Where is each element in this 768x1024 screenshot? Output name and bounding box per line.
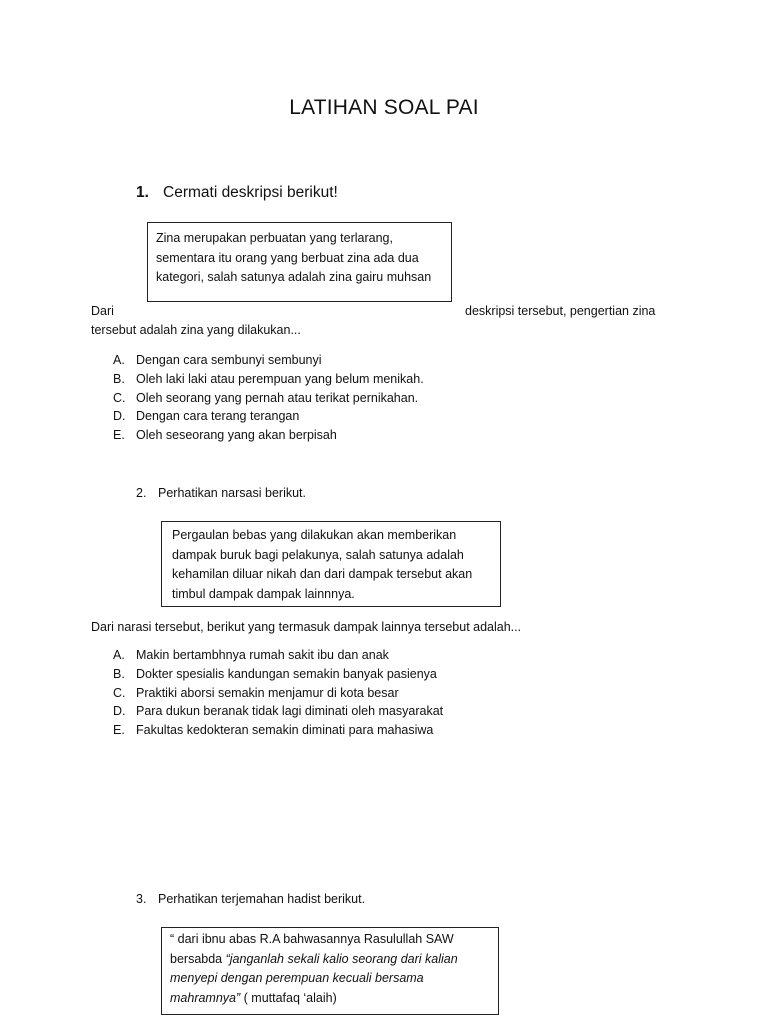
option-letter: E. [113,723,125,738]
question-1-stem-start: Dari [91,304,114,318]
option-text: Para dukun beranak tidak lagi diminati oleh masyarakat [136,704,444,719]
option-a [113,646,443,665]
question-3-prompt: Perhatikan terjemahan hadist berikut. [158,892,366,906]
question-2-prompt: Perhatikan narsasi berikut. [158,486,306,500]
question-1-prompt: Cermati deskripsi berikut! [163,184,338,201]
box-line [170,989,490,1009]
option-letter: A. [113,648,125,662]
option-letter: E. [113,428,125,443]
option-c [113,389,424,408]
box-line: Zina merupakan perbuatan yang terlarang, [156,231,393,245]
question-3-heading [136,892,365,906]
option-e [113,426,424,445]
hadith-quote: menyepi dengan perempuan kecuali bersama [170,971,424,985]
option-text: Fakultas kedokteran semakin diminati para mahasiwa [136,723,434,738]
option-e [113,721,443,740]
option-text: Oleh seorang yang pernah atau terikat pernikahan. [136,390,419,405]
option-letter: C. [113,390,126,405]
option-b [113,665,443,684]
option-text: Oleh seseorang yang akan berpisah [136,428,337,443]
box-line: “ dari ibnu abas R.A bahwasannya Rasulullah SAW [170,932,454,946]
question-2-stem: Dari narasi tersebut, berikut yang termasuk dampak lainnya tersebut adalah... [91,620,522,634]
box-line [170,950,490,970]
option-letter: D. [113,409,126,424]
hadith-quote: mahramnya” [170,990,241,1005]
option-d [113,407,424,426]
hadith-source: ( muttafaq ‘alaih) [240,990,337,1005]
box-line: kehamilan diluar nikah dan dari dampak tersebut akan [172,567,473,581]
option-letter: A. [113,353,125,367]
hadith-intro: bersabda [170,951,226,966]
option-text: Oleh laki laki atau perempuan yang belum menikah. [136,371,424,386]
box-line: Pergaulan bebas yang dilakukan akan memberikan [172,528,457,542]
box-line: sementara itu orang yang berbuat zina ada dua [156,250,419,265]
question-1-description-box [147,222,452,302]
option-c [113,684,443,703]
option-letter: D. [113,704,126,719]
question-3-number: 3. [136,892,147,906]
page-title: LATIHAN SOAL PAI [289,96,479,119]
option-text: Makin bertambhnya rumah sakit ibu dan anak [136,648,389,662]
hadith-quote: “janganlah sekali kalio seorang dari kalian [225,951,458,966]
box-line: dampak buruk bagi pelakunya, salah satunya adalah [172,547,464,562]
question-1-options [113,351,424,445]
question-2-narration-box [161,521,501,607]
option-text: Praktiki aborsi semakin menjamur di kota besar [136,685,399,700]
question-1-stem-end: tersebut adalah zina yang dilakukan... [91,323,301,337]
option-a [113,351,424,370]
question-1-stem-middle: deskripsi tersebut, pengertian zina [465,304,656,318]
option-text: Dokter spesialis kandungan semakin banyak pasienya [136,666,437,681]
box-line [170,969,490,989]
option-letter: C. [113,685,126,700]
option-b [113,370,424,389]
option-letter: B. [113,371,125,386]
question-2-heading [136,486,306,500]
option-d [113,702,443,721]
option-letter: B. [113,666,125,681]
box-line: timbul dampak dampak lainnnya. [172,586,355,601]
question-3-hadith-box [161,927,499,1015]
box-line: kategori, salah satunya adalah zina gairu muhsan [156,270,432,284]
question-2-number: 2. [136,486,147,500]
question-1-heading [136,184,338,202]
question-1-number: 1. [136,184,149,201]
question-2-options [113,646,443,740]
option-text: Dengan cara terang terangan [136,409,300,424]
option-text: Dengan cara sembunyi sembunyi [136,353,322,367]
